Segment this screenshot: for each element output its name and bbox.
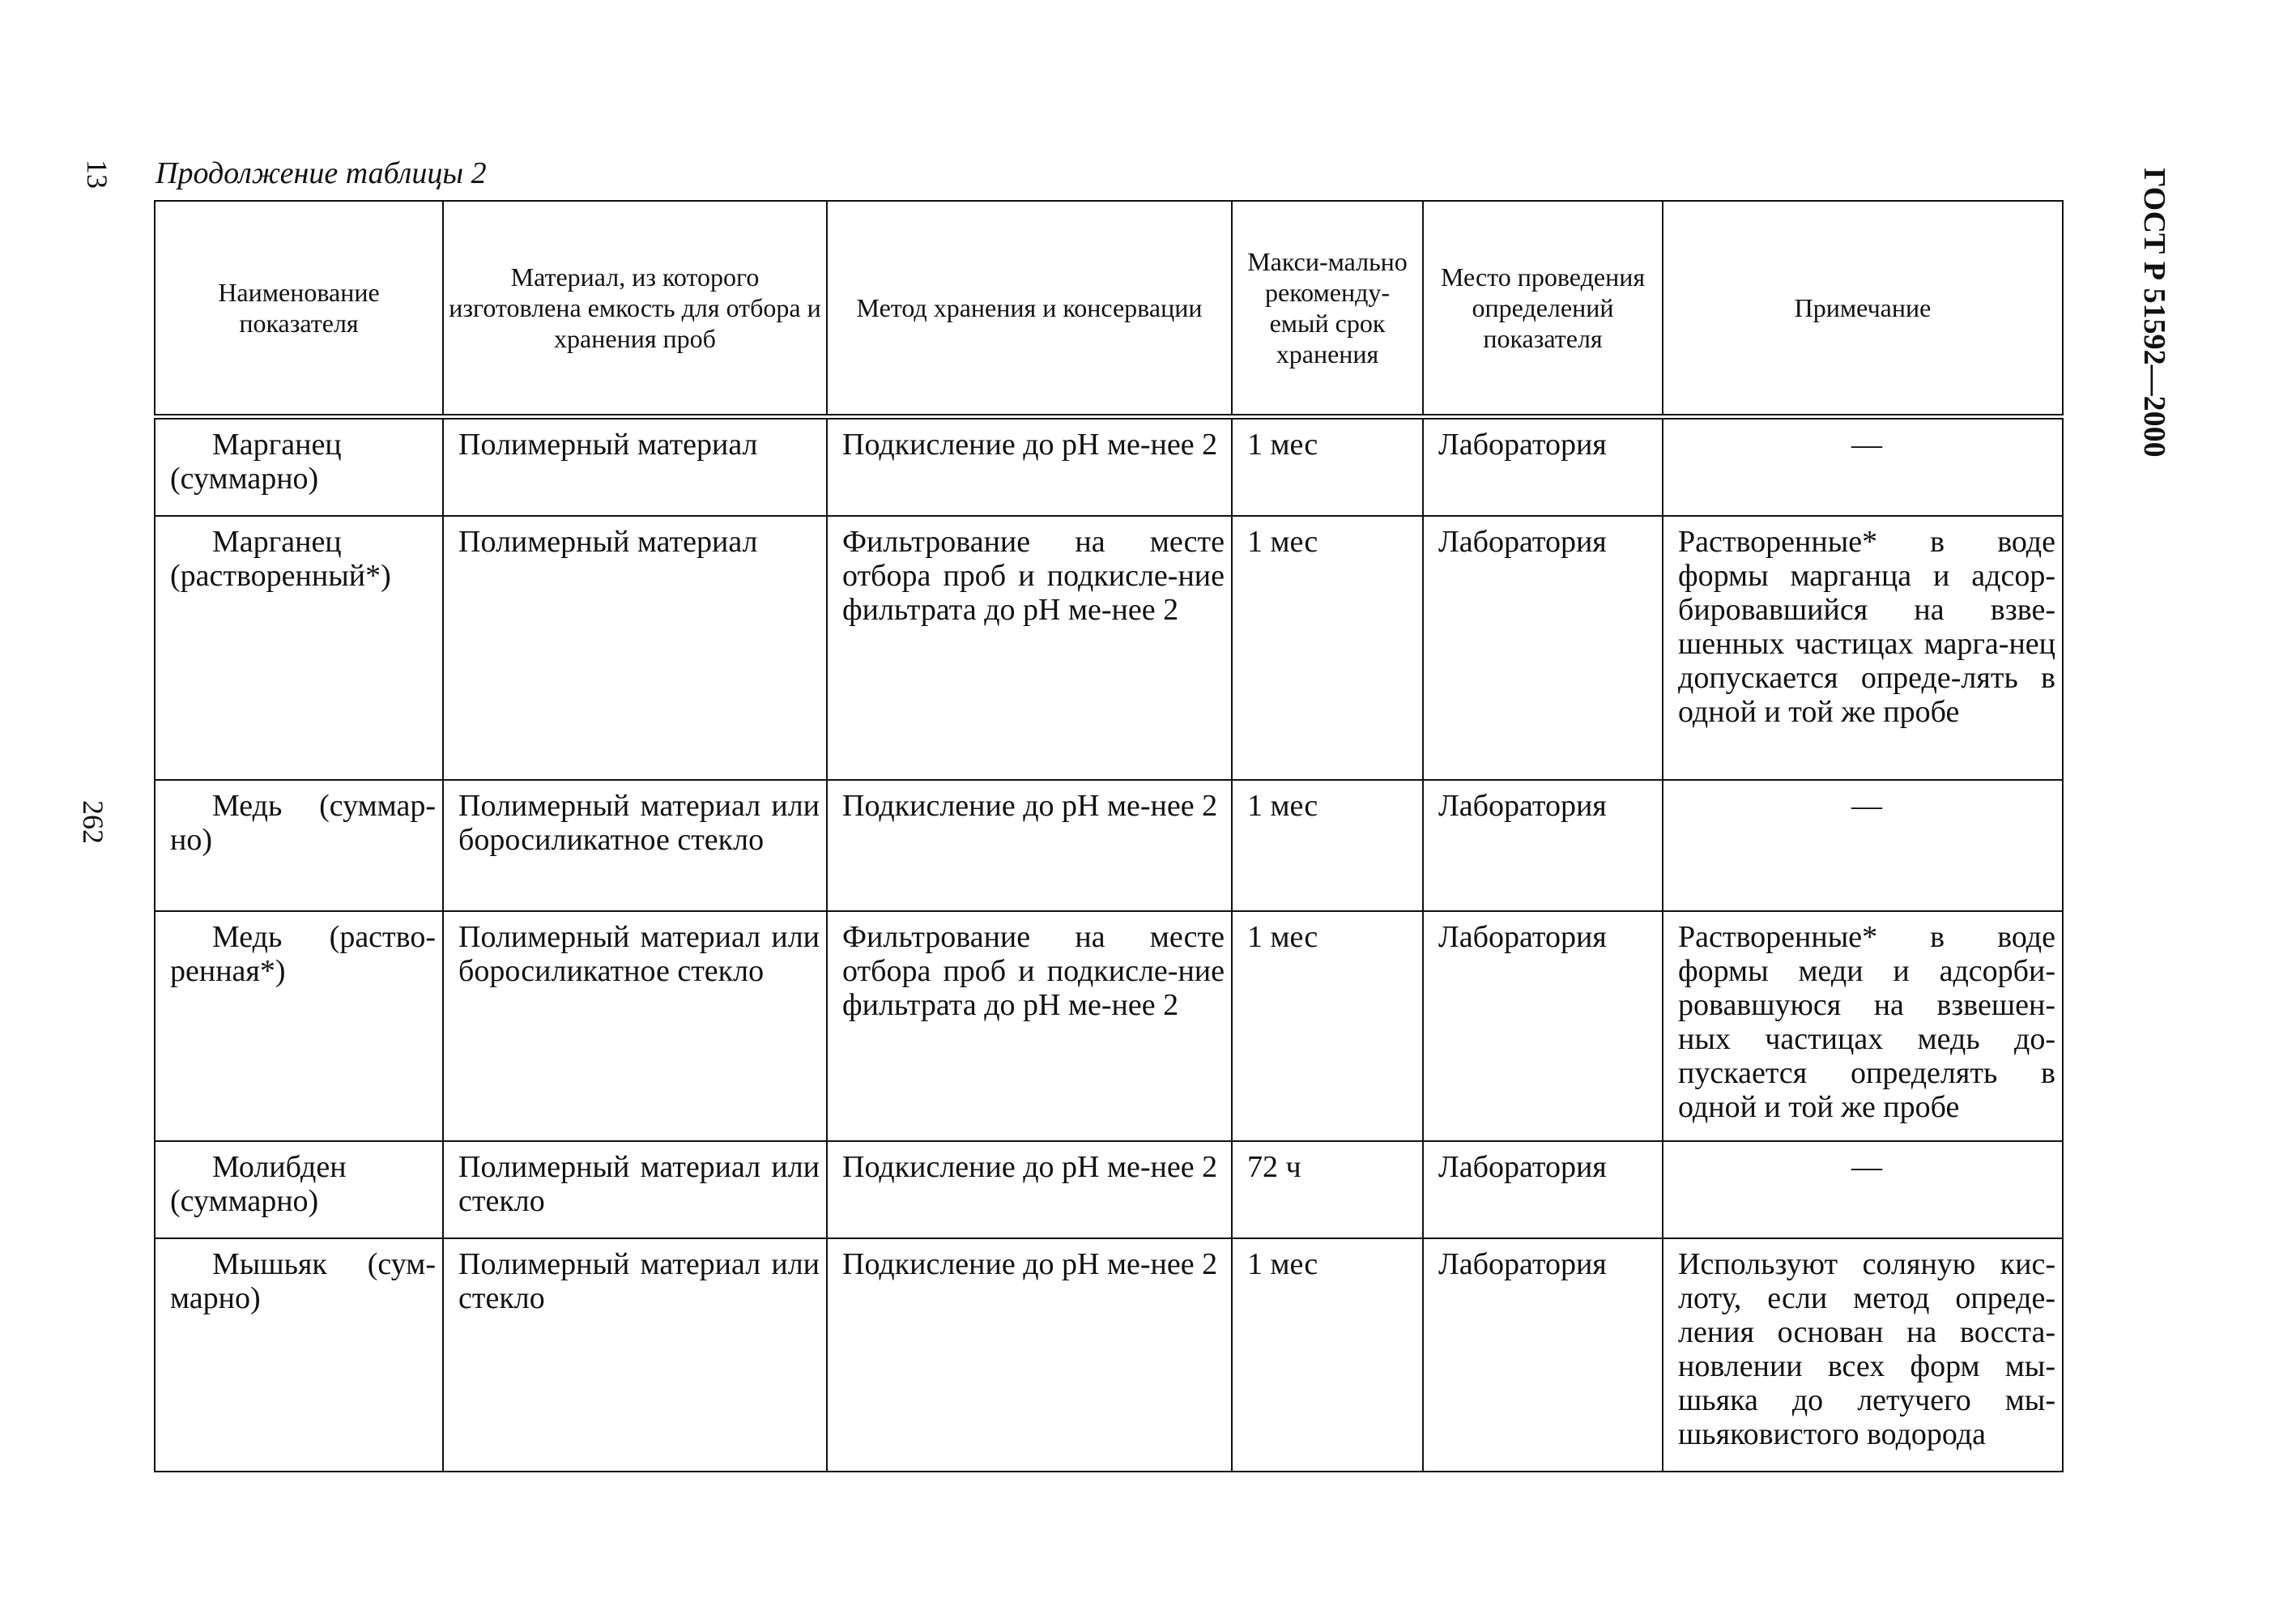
cell-indicator-name: Мышьяк (сум-марно) xyxy=(155,1238,443,1472)
cell-note: Используют соляную кис-лоту, если метод опреде-ления основан на восста-новлении всех форм мы-шьяка до летучего мы-шьяковистого водорода xyxy=(1663,1238,2063,1472)
header-determination-place: Место проведения определений показателя xyxy=(1423,201,1663,417)
header-max-storage-term: Макси-мально рекоменду-емый срок хранения xyxy=(1232,201,1423,417)
cell-indicator-name: Марганец (суммарно) xyxy=(155,417,443,517)
cell-max-storage-term: 1 мес xyxy=(1232,1238,1423,1472)
cell-determination-place: Лаборатория xyxy=(1423,417,1663,517)
cell-container-material: Полимерный материал или стекло xyxy=(443,1141,827,1238)
cell-indicator-name: Молибден (суммарно) xyxy=(155,1141,443,1238)
cell-max-storage-term: 1 мес xyxy=(1232,780,1423,911)
cell-determination-place: Лаборатория xyxy=(1423,780,1663,911)
table-row xyxy=(155,1141,2063,1238)
cell-indicator-name: Медь (раство-ренная*) xyxy=(155,911,443,1141)
page-number: 13 xyxy=(81,160,113,189)
cell-storage-method: Подкисление до pH ме-нее 2 xyxy=(827,780,1232,911)
storage-conditions-table xyxy=(154,200,2064,1472)
header-container-material: Материал, из которого изготовлена емкость для отбора и хранения проб xyxy=(443,201,827,417)
table-row xyxy=(155,417,2063,517)
cell-determination-place: Лаборатория xyxy=(1423,1238,1663,1472)
cell-storage-method: Фильтрование на месте отбора проб и подкисле-ние фильтрата до pH ме-нее 2 xyxy=(827,516,1232,780)
table-row xyxy=(155,911,2063,1141)
standard-designation: ГОСТ Р 51592—2000 xyxy=(2137,168,2171,458)
cell-determination-place: Лаборатория xyxy=(1423,911,1663,1141)
cell-max-storage-term: 1 мес xyxy=(1232,911,1423,1141)
table-row xyxy=(155,516,2063,780)
header-note: Примечание xyxy=(1663,201,2063,417)
cell-container-material: Полимерный материал или боросиликатное стекло xyxy=(443,911,827,1141)
table-row xyxy=(155,1238,2063,1472)
cell-note: — xyxy=(1663,1141,2063,1238)
cell-container-material: Полимерный материал или стекло xyxy=(443,1238,827,1472)
cell-max-storage-term: 1 мес xyxy=(1232,417,1423,517)
cell-container-material: Полимерный материал или боросиликатное стекло xyxy=(443,780,827,911)
table-row xyxy=(155,780,2063,911)
cell-container-material: Полимерный материал xyxy=(443,516,827,780)
cell-storage-method: Подкисление до pH ме-нее 2 xyxy=(827,1238,1232,1472)
table-continuation-title: Продолжение таблицы 2 xyxy=(155,156,487,190)
cell-note: Растворенные* в воде формы марганца и адсор-бировавшийся на взве-шенных частицах марга-нец допускается опреде-лять в одной и той же пробе xyxy=(1663,516,2063,780)
table-header-row xyxy=(155,201,2063,417)
cell-indicator-name: Медь (суммар-но) xyxy=(155,780,443,911)
cell-storage-method: Фильтрование на месте отбора проб и подкисле-ние фильтрата до pH ме-нее 2 xyxy=(827,911,1232,1141)
global-page-number: 262 xyxy=(77,800,109,844)
cell-determination-place: Лаборатория xyxy=(1423,516,1663,780)
cell-indicator-name: Марганец (растворенный*) xyxy=(155,516,443,780)
header-indicator-name: Наименование показателя xyxy=(155,201,443,417)
cell-container-material: Полимерный материал xyxy=(443,417,827,517)
header-storage-method: Метод хранения и консервации xyxy=(827,201,1232,417)
cell-storage-method: Подкисление до pH ме-нее 2 xyxy=(827,1141,1232,1238)
cell-note: — xyxy=(1663,417,2063,517)
cell-determination-place: Лаборатория xyxy=(1423,1141,1663,1238)
cell-note: Растворенные* в воде формы меди и адсорби-ровавшуюся на взвешен-ных частицах медь до-пускается определять в одной и той же пробе xyxy=(1663,911,2063,1141)
cell-storage-method: Подкисление до pH ме-нее 2 xyxy=(827,417,1232,517)
cell-max-storage-term: 1 мес xyxy=(1232,516,1423,780)
cell-max-storage-term: 72 ч xyxy=(1232,1141,1423,1238)
cell-note: — xyxy=(1663,780,2063,911)
